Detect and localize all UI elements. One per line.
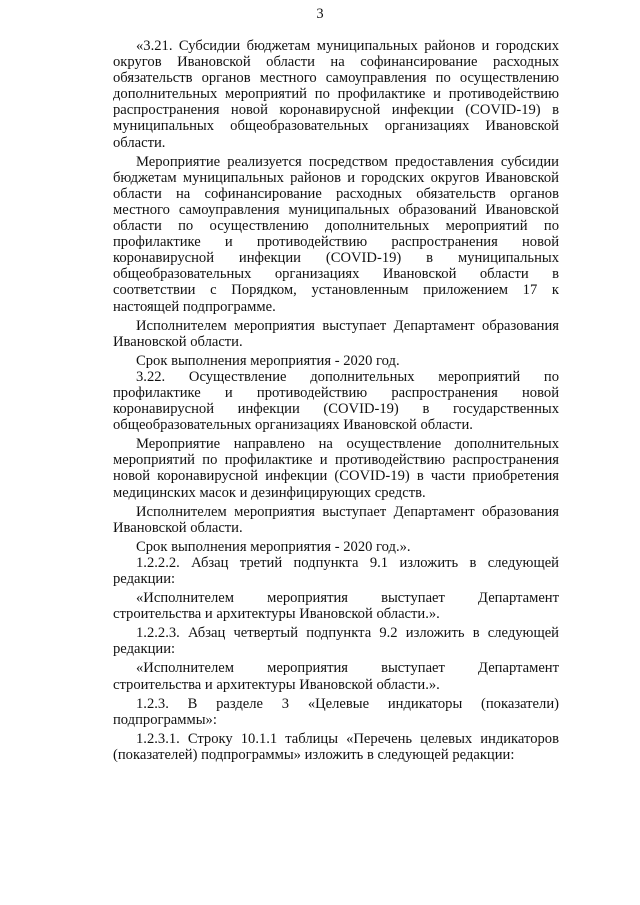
page-number: 3 <box>316 6 324 22</box>
paragraph-1-2-3-1: 1.2.3.1. Строку 10.1.1 таблицы «Перечень целевых индикаторов (показателей) подпрограммы» изложить в следующей редакции: <box>113 730 559 763</box>
paragraph-quote: «Исполнителем мероприятия выступает Департамент строительства и архитектуры Ивановской области.». <box>113 660 559 693</box>
paragraph-deadline: Срок выполнения мероприятия - 2020 год.». <box>136 538 411 555</box>
paragraph-quote: «Исполнителем мероприятия выступает Департамент строительства и архитектуры Ивановской области.». <box>113 590 559 623</box>
paragraph-3-21: «3.21. Субсидии бюджетам муниципальных районов и городских округов Ивановской области на софинансирование расходных обязательств органов местного самоуправления по осуществлению дополнительных мероприятий по профилактике и противодействию распространения новой коронавирусной инфекции (COVID-19) в муниципальных общеобразовательных организациях Ивановской области. <box>113 38 559 151</box>
paragraph-executor: Исполнителем мероприятия выступает Департамент образования Ивановской области. <box>113 503 559 536</box>
document-body <box>113 38 559 766</box>
paragraph-deadline: Срок выполнения мероприятия - 2020 год. <box>136 352 400 369</box>
paragraph-1-2-3: 1.2.3. В разделе 3 «Целевые индикаторы (показатели) подпрограммы»: <box>113 695 559 728</box>
paragraph-measure-description: Мероприятие направлено на осуществление дополнительных мероприятий по профилактике и противодействию распространения новой коронавирусной инфекции (COVID-19) в части приобретения медицинских масок и дезинфицирующих средств. <box>113 436 559 501</box>
paragraph-3-22: 3.22. Осуществление дополнительных мероприятий по профилактике и противодействию распространения новой коронавирусной инфекции (COVID-19) в государственных общеобразовательных организациях Ивановской области. <box>113 368 559 434</box>
paragraph-subsidy-description: Мероприятие реализуется посредством предоставления субсидии бюджетам муниципальных районов и городских округов Ивановской области на софинансирование расходных обязательств органов местного самоуправления муниципальных образований Ивановской области по осуществлению дополнительных мероприятий по профилактике и противодействию распространения новой коронавирусной инфекции (COVID-19) в муниципальных общеобразовательных организациях Ивановской области в соответствии с Порядком, установленным приложением 17 к настоящей подпрограмме. <box>113 153 559 315</box>
paragraph-executor: Исполнителем мероприятия выступает Департамент образования Ивановской области. <box>113 317 559 350</box>
paragraph-1-2-2-3: 1.2.2.3. Абзац четвертый подпункта 9.2 изложить в следующей редакции: <box>113 625 559 658</box>
paragraph-1-2-2-2: 1.2.2.2. Абзац третий подпункта 9.1 изложить в следующей редакции: <box>113 554 559 587</box>
